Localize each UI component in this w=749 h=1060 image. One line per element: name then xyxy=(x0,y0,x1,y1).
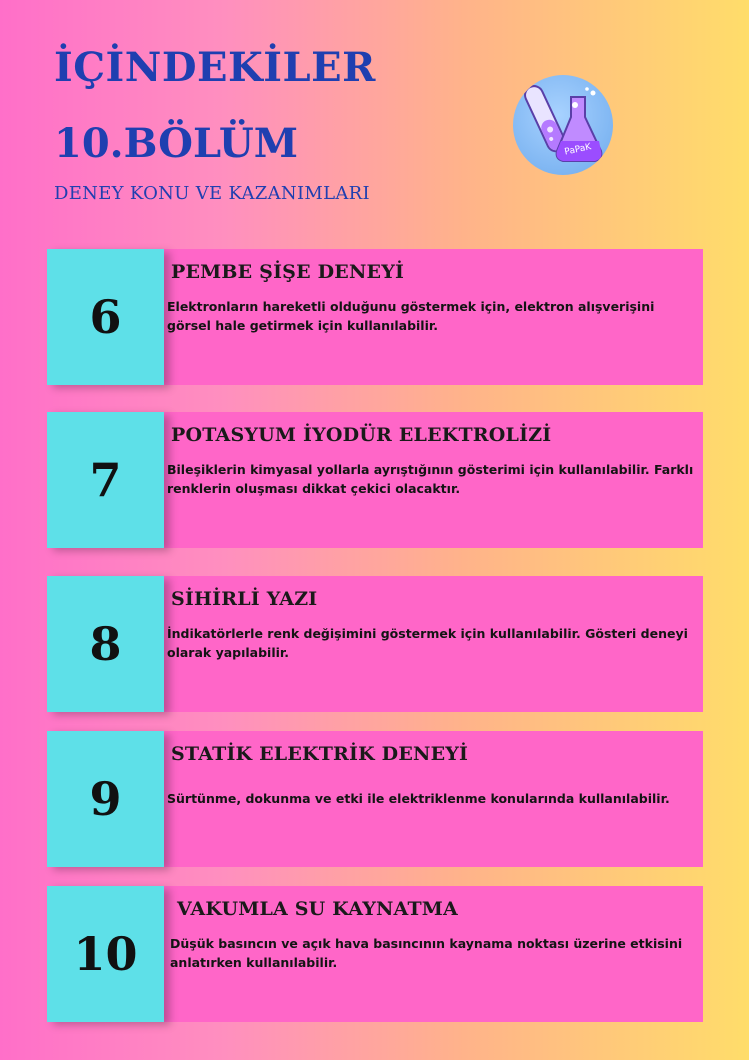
item-description: Bileşiklerin kimyasal yollarla ayrıştığının gösterimi için kullanılabilir. Farklı renklerin oluşması dikkat çekici olacaktır. xyxy=(167,462,694,496)
list-item xyxy=(47,886,703,1022)
item-description: Elektronların hareketli olduğunu göstermek için, elektron alışverişini görsel hale getirmek için kullanılabilir. xyxy=(167,299,655,333)
item-number: 6 xyxy=(47,249,164,385)
item-body xyxy=(162,412,703,548)
flask-logo-graphic xyxy=(513,75,613,175)
item-number: 8 xyxy=(47,576,164,712)
item-number: 10 xyxy=(47,886,164,1022)
item-number: 7 xyxy=(47,412,164,548)
item-number: 9 xyxy=(47,731,164,867)
chapter-title: 10.BÖLÜM xyxy=(54,120,299,167)
item-title: PEMBE ŞİŞE DENEYİ xyxy=(171,261,405,283)
flask-icon xyxy=(513,75,613,175)
item-description: Düşük basıncın ve açık hava basıncının kaynama noktası üzerine etkisini anlatırken kullanılabilir. xyxy=(170,936,683,970)
item-body xyxy=(162,249,703,385)
item-description: Sürtünme, dokunma ve etki ile elektriklenme konularında kullanılabilir. xyxy=(167,791,670,806)
item-title: STATİK ELEKTRİK DENEYİ xyxy=(171,743,469,765)
item-description: İndikatörlerle renk değişimini göstermek için kullanılabilir. Gösteri deneyi olarak yapılabilir. xyxy=(167,626,688,660)
logo-text: PaPaK xyxy=(563,142,593,158)
item-title: VAKUMLA SU KAYNATMA xyxy=(177,898,458,920)
list-item xyxy=(47,576,703,712)
item-title: SİHİRLİ YAZI xyxy=(171,588,318,610)
page-subtitle: DENEY KONU VE KAZANIMLARI xyxy=(54,183,370,204)
list-item xyxy=(47,731,703,867)
item-body xyxy=(162,731,703,867)
list-item xyxy=(47,249,703,385)
list-item xyxy=(47,412,703,548)
item-body xyxy=(162,576,703,712)
page-title: İÇİNDEKİLER xyxy=(54,44,376,91)
item-body xyxy=(162,886,703,1022)
item-title: POTASYUM İYODÜR ELEKTROLİZİ xyxy=(171,424,552,446)
